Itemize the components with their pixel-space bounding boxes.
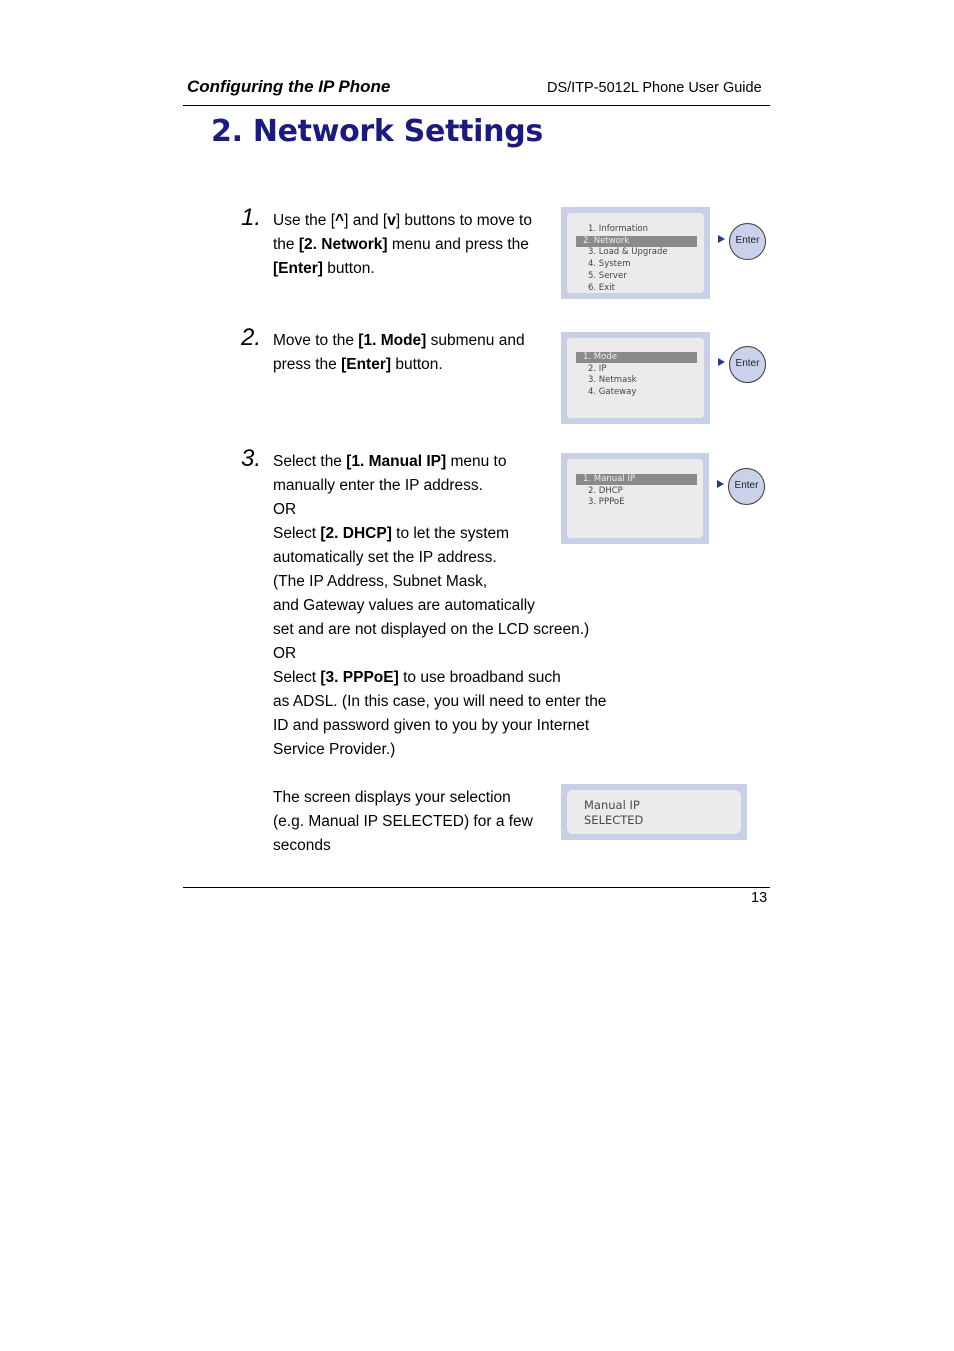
- text-line: OR: [273, 645, 297, 662]
- enter-button-icon: Enter: [728, 468, 765, 505]
- text-line: (e.g. Manual IP SELECTED) for a few: [273, 813, 533, 830]
- arrow-right-icon: [717, 480, 724, 488]
- lcd-display: [567, 338, 704, 418]
- lcd-menu-item: 2. IP: [588, 363, 607, 374]
- text-line: as ADSL. (In this case, you will need to enter the: [273, 693, 607, 710]
- text-line: (The IP Address, Subnet Mask,: [273, 573, 488, 590]
- text-line: Select the [1. Manual IP] menu to: [273, 453, 507, 470]
- lcd-menu-item: 4. System: [588, 259, 631, 270]
- text-line: seconds: [273, 837, 331, 854]
- text-line: automatically set the IP address.: [273, 549, 497, 566]
- text-line: Select [2. DHCP] to let the system: [273, 525, 510, 542]
- text-line: Service Provider.): [273, 741, 396, 758]
- header-divider: [183, 105, 770, 106]
- lcd-line-1: Manual IP: [584, 798, 640, 812]
- text-line: OR: [273, 501, 297, 518]
- step-1-lcd-screen: [561, 207, 710, 299]
- text-line: Select [3. PPPoE] to use broadband such: [273, 669, 561, 686]
- lcd-menu-item: 3. PPPoE: [588, 497, 625, 508]
- arrow-right-icon: [718, 235, 725, 243]
- lcd-display: [567, 459, 703, 538]
- step-2-text: [273, 329, 525, 377]
- step-1-text: [273, 209, 532, 281]
- lcd-menu-item: 3. Netmask: [588, 375, 637, 386]
- text-line: ID and password given to you by your Internet: [273, 717, 590, 734]
- step-3-lcd-screen: [561, 453, 709, 544]
- text-line: Move to the [1. Mode] submenu and: [273, 332, 525, 349]
- enter-button-icon: Enter: [729, 223, 766, 260]
- lcd-menu-item: 4. Gateway: [588, 387, 637, 398]
- text-line: Use the [^] and [v] buttons to move to: [273, 212, 532, 229]
- chapter-title: 2. Network Settings: [211, 114, 543, 149]
- lcd-menu-item: 1. Information: [588, 224, 649, 234]
- lcd-menu-item-selected: 1. Manual IP: [576, 474, 697, 485]
- text-line: manually enter the IP address.: [273, 477, 483, 494]
- arrow-right-icon: [718, 358, 725, 366]
- lcd-menu-item: 6. Exit: [588, 282, 615, 293]
- text-line: and Gateway values are automatically: [273, 597, 535, 614]
- lcd-menu-item: 2. DHCP: [588, 485, 623, 496]
- page-number: 13: [751, 890, 768, 906]
- footer-divider: [183, 887, 770, 888]
- step-2-number: 2.: [241, 324, 262, 351]
- text-line: The screen displays your selection: [273, 789, 511, 806]
- result-lcd-screen: [561, 784, 747, 840]
- result-text: [273, 786, 533, 858]
- step-1-number: 1.: [241, 204, 262, 231]
- text-line: press the [Enter] button.: [273, 356, 443, 373]
- lcd-line-2: SELECTED: [584, 813, 644, 827]
- running-header-section: Configuring the IP Phone: [187, 77, 391, 96]
- step-3-number: 3.: [241, 445, 262, 472]
- running-header-guide-title: DS/ITP-5012L Phone User Guide: [547, 80, 762, 96]
- enter-button-icon: Enter: [729, 346, 766, 383]
- text-line: the [2. Network] menu and press the: [273, 236, 529, 253]
- step-3-text: [273, 450, 606, 762]
- lcd-display: [567, 790, 741, 834]
- lcd-menu-item: 5. Server: [588, 270, 627, 281]
- text-line: [Enter] button.: [273, 260, 375, 277]
- lcd-display: [567, 213, 704, 293]
- step-2-lcd-screen: [561, 332, 710, 424]
- lcd-menu-item-selected: 1. Mode: [576, 352, 697, 363]
- lcd-menu-item-selected: 2. Network: [576, 236, 697, 247]
- lcd-menu-item: 3. Load & Upgrade: [588, 247, 668, 258]
- text-line: set and are not displayed on the LCD screen.): [273, 621, 590, 638]
